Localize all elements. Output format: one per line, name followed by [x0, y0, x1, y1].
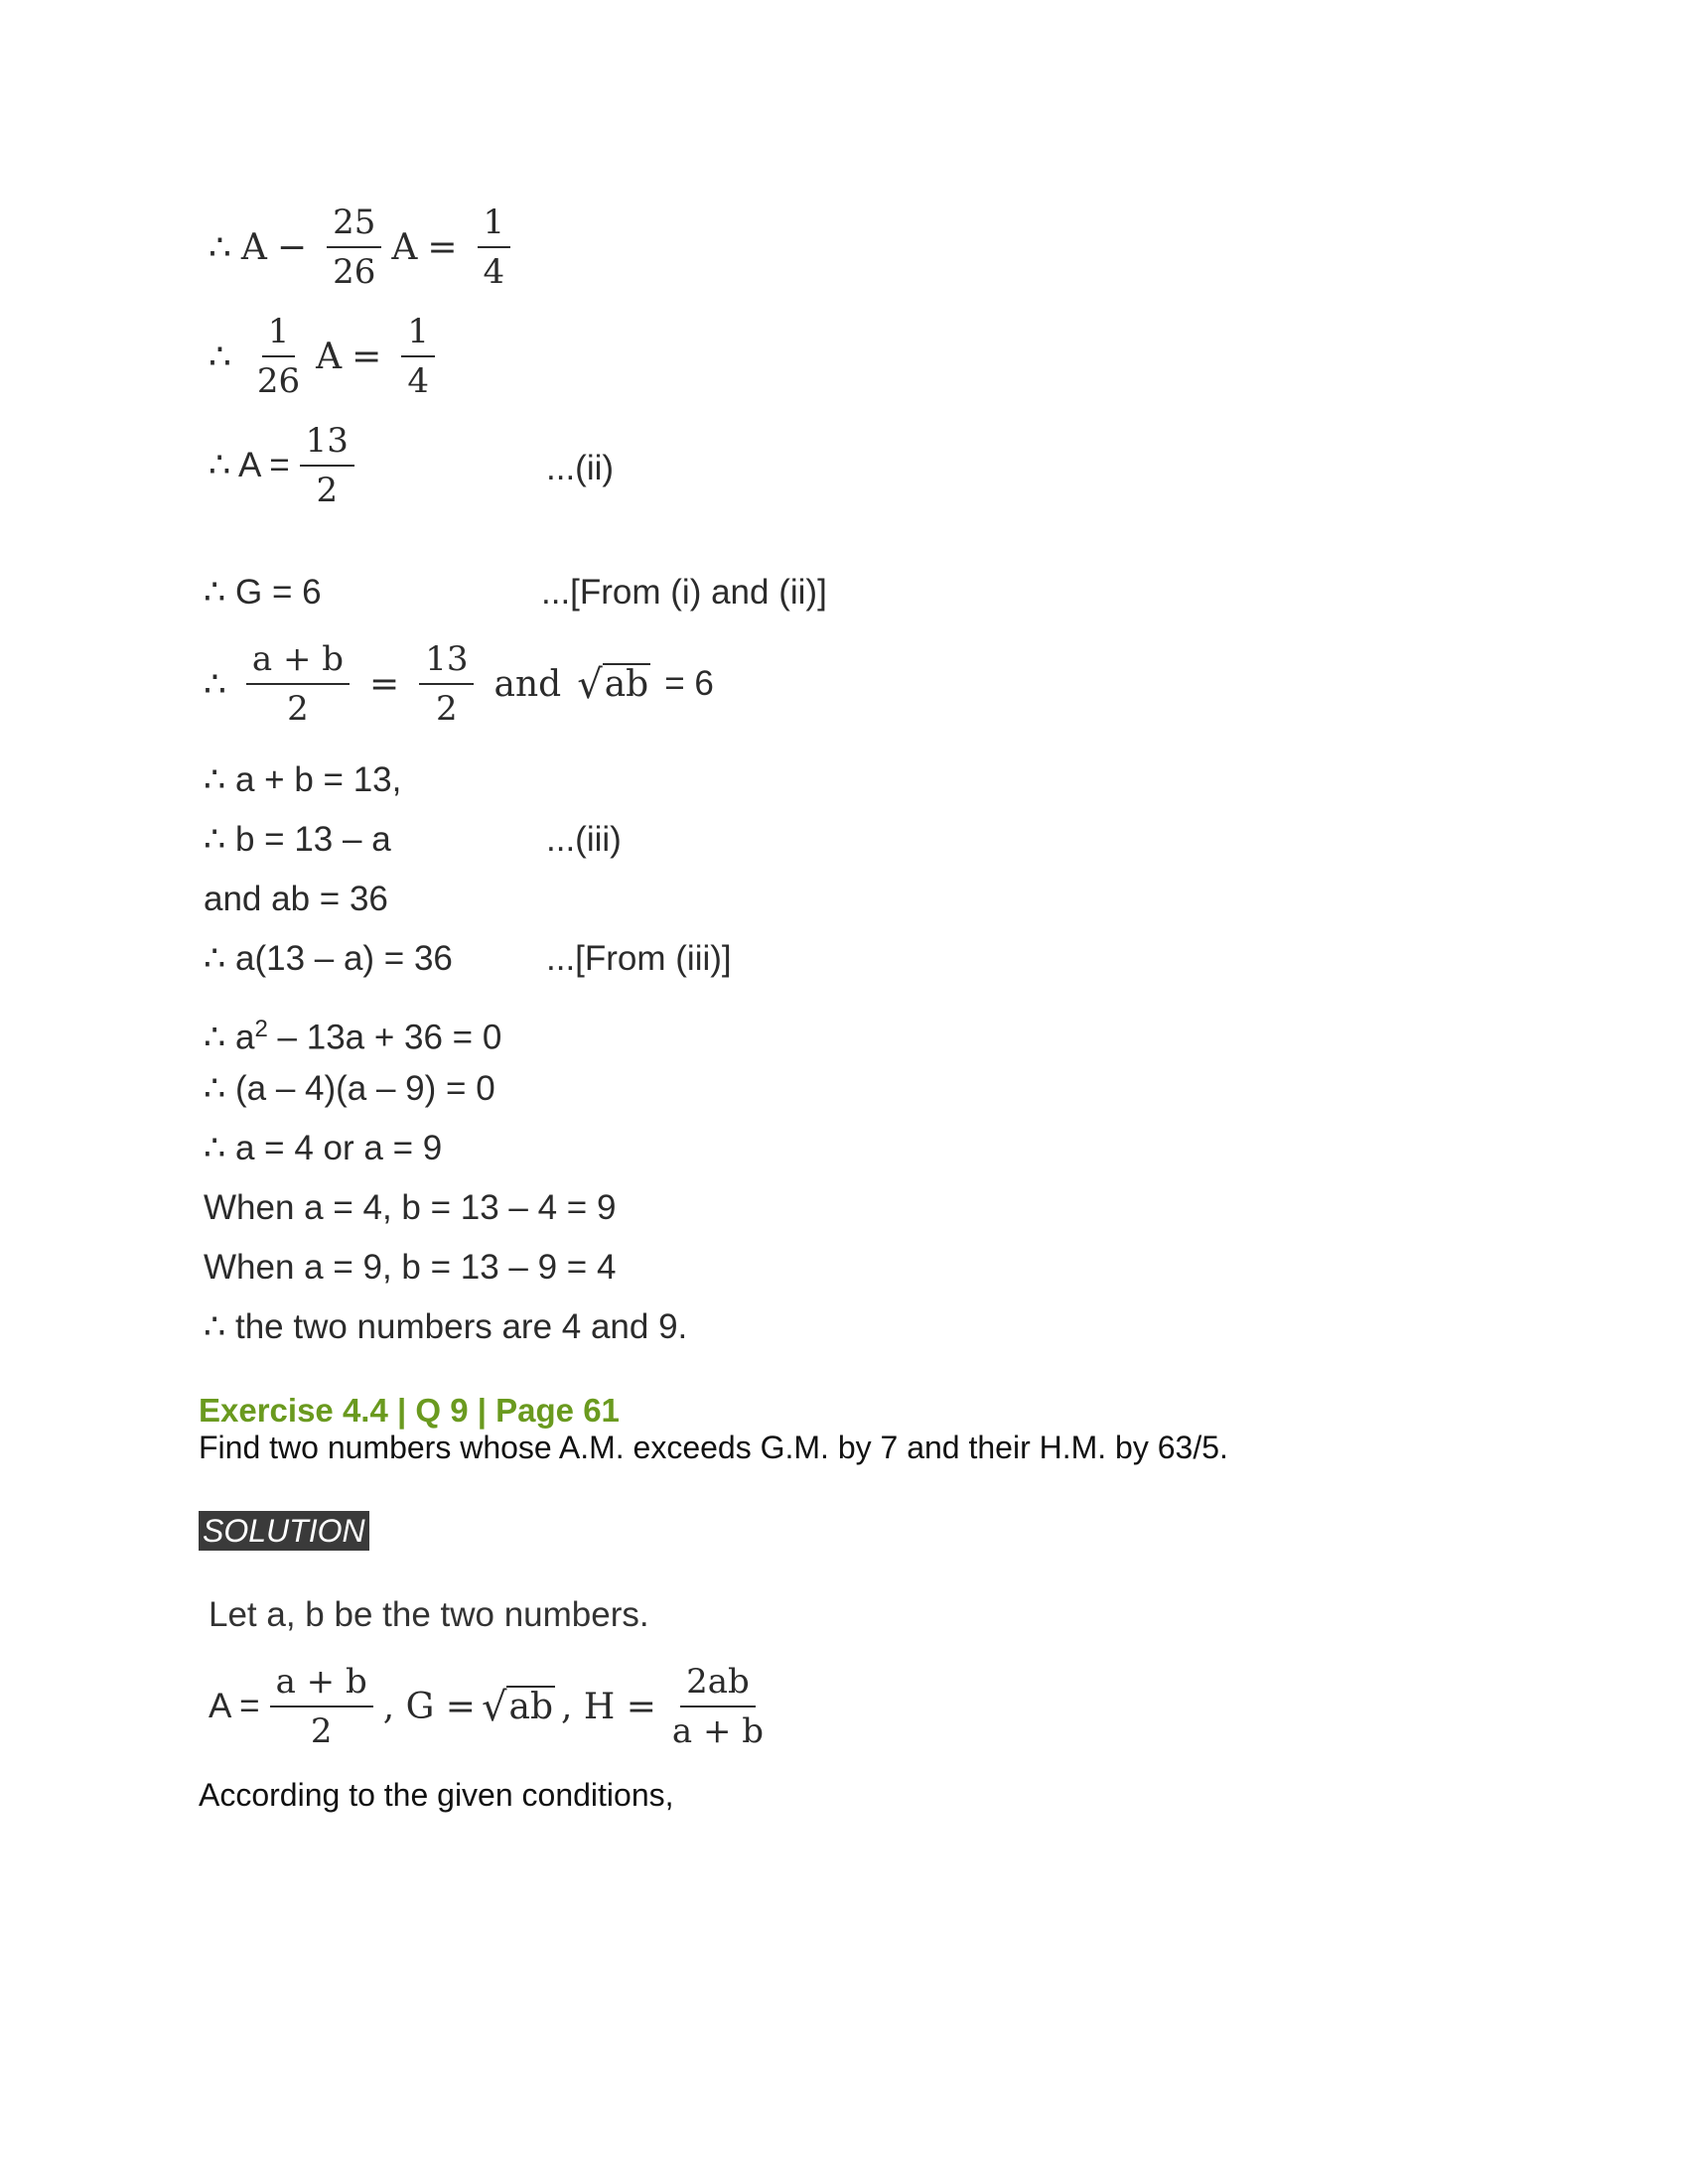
equation-line-13: When a = 4, b = 13 – 4 = 9 — [204, 1188, 617, 1227]
equation-line-6: ∴ a + b = 13, — [204, 760, 402, 799]
radicand: ab — [604, 664, 649, 705]
denominator: 2 — [287, 689, 309, 729]
numerator: 13 — [419, 635, 474, 685]
therefore-symbol: ∴ — [209, 226, 231, 268]
fraction-13-2 — [419, 635, 474, 733]
equation-tag-from-i-ii: ...[From (i) and (ii)] — [541, 573, 827, 612]
numerator: 13 — [300, 417, 354, 467]
equation-tail: = 6 — [664, 664, 714, 703]
radical-sign: √ — [577, 662, 603, 708]
therefore-symbol: ∴ — [209, 336, 231, 377]
square-root-ab — [577, 662, 650, 708]
denominator: 26 — [333, 252, 376, 292]
denominator: 4 — [407, 361, 429, 401]
variable-a: A — [240, 226, 267, 268]
equals-sign: = — [352, 336, 382, 377]
numerator: a + b — [270, 1658, 373, 1707]
fraction-a-plus-b-over-2 — [246, 635, 350, 733]
line-10-end: – 13a + 36 = 0 — [267, 1018, 502, 1057]
h-part: , H = — [561, 1686, 656, 1727]
minus-sign: − — [276, 226, 308, 268]
equation-line-14: When a = 9, b = 13 – 9 = 4 — [204, 1248, 617, 1287]
equation-line-1 — [209, 199, 520, 296]
denominator: 2 — [316, 471, 339, 510]
denominator: 26 — [256, 361, 301, 401]
equals-sign: = — [369, 663, 400, 705]
numerator: a + b — [246, 635, 350, 685]
numerator: 1 — [262, 308, 296, 357]
g-part: , G = — [382, 1686, 476, 1727]
fraction-1-4 — [401, 308, 435, 405]
numerator: 1 — [401, 308, 435, 357]
fraction-1-4 — [478, 199, 511, 296]
denominator: 4 — [483, 252, 505, 292]
equation-prefix: ∴ A = — [209, 446, 290, 484]
fraction-13-2 — [300, 417, 354, 514]
question-text: Find two numbers whose A.M. exceeds G.M. by 7 and their H.M. by 63/5. — [199, 1430, 1228, 1465]
fraction-1-26 — [251, 308, 306, 405]
equation-line-15: ∴ the two numbers are 4 and 9. — [204, 1307, 688, 1346]
line-10-start: ∴ a — [204, 1018, 255, 1057]
equation-line-3 — [209, 417, 364, 514]
equation-line-9: ∴ a(13 – a) = 36 — [204, 939, 453, 978]
solution-definitions — [209, 1658, 779, 1755]
equals-sign: = — [427, 226, 458, 268]
denominator: 2 — [310, 1711, 333, 1751]
a-prefix: A = — [209, 1687, 260, 1725]
equation-line-7: ∴ b = 13 – a — [204, 820, 391, 859]
exponent: 2 — [254, 1016, 268, 1042]
fraction-a-plus-b-over-2 — [270, 1658, 373, 1755]
equation-line-4: ∴ G = 6 — [204, 573, 322, 612]
exercise-heading: Exercise 4.4 | Q 9 | Page 61 — [199, 1392, 620, 1429]
numerator: 1 — [478, 199, 511, 248]
equation-line-8: and ab = 36 — [204, 880, 388, 918]
radicand: ab — [508, 1687, 553, 1727]
therefore-symbol: ∴ — [204, 663, 226, 705]
equation-line-5 — [204, 635, 714, 733]
variable-a: A — [391, 226, 418, 268]
equation-tag-ii: ...(ii) — [546, 449, 615, 487]
fraction-25-26 — [327, 199, 381, 296]
solution-badge: SOLUTION — [199, 1511, 369, 1551]
equation-tag-from-iii: ...[From (iii)] — [546, 939, 732, 978]
denominator: a + b — [671, 1711, 765, 1751]
radical-sign: √ — [481, 1685, 507, 1730]
denominator: 2 — [436, 689, 458, 729]
equation-line-12: ∴ a = 4 or a = 9 — [204, 1129, 443, 1167]
numerator: 25 — [327, 199, 381, 248]
square-root-ab — [481, 1685, 555, 1730]
equation-line-10 — [204, 1009, 501, 1059]
equation-line-11: ∴ (a – 4)(a – 9) = 0 — [204, 1069, 495, 1108]
equation-line-2 — [209, 308, 445, 405]
conditions-text: According to the given conditions, — [199, 1777, 674, 1813]
and-word: and — [493, 663, 562, 705]
fraction-2ab-over-a-plus-b — [666, 1658, 770, 1755]
solution-let-line: Let a, b be the two numbers. — [209, 1595, 649, 1634]
variable-a: A — [316, 336, 343, 377]
numerator: 2ab — [680, 1658, 756, 1707]
equation-tag-iii: ...(iii) — [546, 820, 622, 859]
